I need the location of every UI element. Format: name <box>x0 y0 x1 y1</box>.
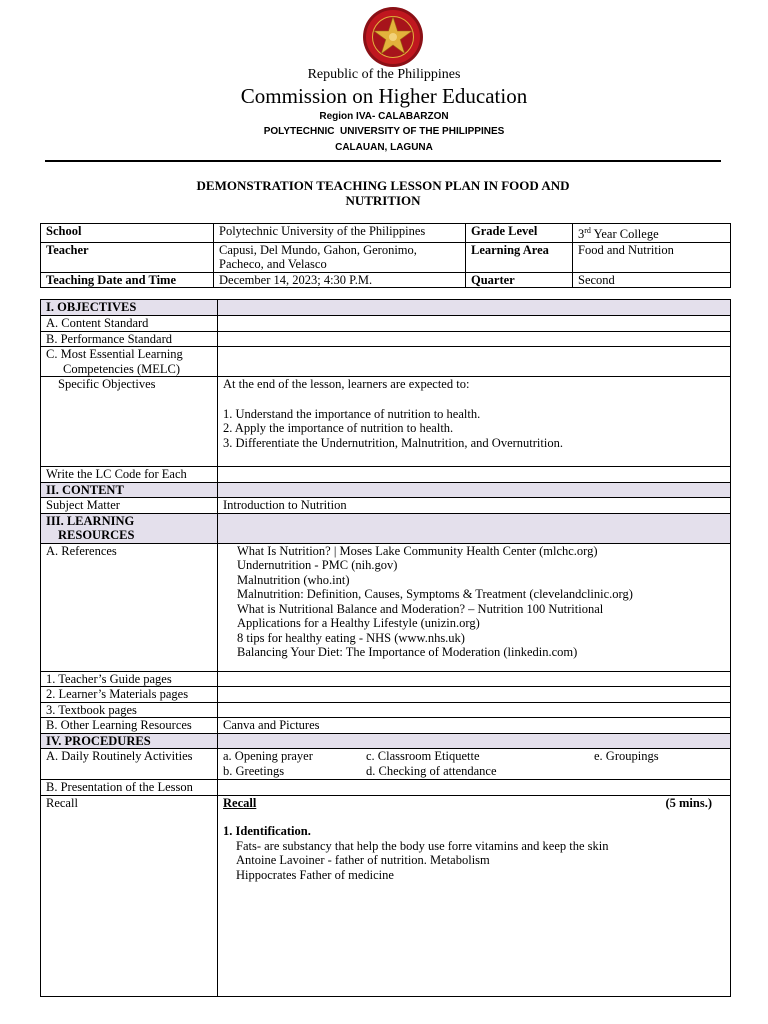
school-value: Polytechnic University of the Philippines <box>214 224 466 243</box>
teachers-guide-label: 1. Teacher’s Guide pages <box>41 671 218 687</box>
reference-item: Balancing Your Diet: The Importance of Moderation (linkedin.com) <box>237 645 578 659</box>
recall-content <box>218 795 731 996</box>
teaching-date-label: Teaching Date and Time <box>41 272 214 288</box>
specific-objectives-content <box>218 377 731 467</box>
row-objectives <box>41 300 731 316</box>
recall-line: Antoine Lavoiner - father of nutrition. Metabolism <box>236 853 490 867</box>
cell-empty <box>218 687 731 703</box>
row-content <box>41 482 731 498</box>
reference-item: What is Nutritional Balance and Moderation? – Nutrition 100 Nutritional <box>237 601 604 616</box>
school-label: School <box>41 224 214 243</box>
teacher-value: Capusi, Del Mundo, Gahon, Geronimo, Pacheco, and Velasco <box>214 242 466 272</box>
textbook-label: 3. Textbook pages <box>41 702 218 718</box>
cell-empty <box>218 467 731 483</box>
content-standard-label: A. Content Standard <box>41 316 218 332</box>
grade-rest: Year College <box>590 227 659 242</box>
recall-line: Fats- are substancy that help the body use forre vitamins and keep the skin <box>236 838 609 853</box>
commission-text: Commission on Higher Education <box>240 84 528 108</box>
performance-standard-label: B. Performance Standard <box>41 331 218 347</box>
recall-label: Recall <box>41 795 218 996</box>
info-row-date <box>41 272 731 288</box>
lesson-plan-table <box>40 299 731 997</box>
reference-item: 8 tips for healthy eating - NHS (www.nhs.uk) <box>237 630 465 645</box>
objective-item: 2. Apply the importance of nutrition to health. <box>223 421 454 435</box>
row-melc <box>41 347 731 377</box>
row-textbook <box>41 702 731 718</box>
lc-code-label: Write the LC Code for Each <box>41 467 218 483</box>
references-label: A. References <box>41 543 218 671</box>
cell-empty <box>218 482 731 498</box>
row-subject-matter <box>41 498 731 514</box>
cell-empty <box>218 331 731 347</box>
row-specific-objectives <box>41 377 731 467</box>
republic-text: Republic of the Philippines <box>307 67 461 82</box>
row-references <box>41 543 731 671</box>
recall-lines <box>223 839 725 883</box>
cell-empty <box>218 347 731 377</box>
row-recall <box>41 795 731 996</box>
university-text: POLYTECHNIC UNIVERSITY OF THE PHILIPPINES <box>263 126 505 137</box>
resources-line-1: III. LEARNING <box>46 513 135 528</box>
recall-time: (5 mins.) <box>665 795 712 810</box>
section-content: II. CONTENT <box>41 482 218 498</box>
row-learning-resources <box>41 513 731 543</box>
document-title <box>150 178 616 208</box>
row-lc-code <box>41 467 731 483</box>
routine-activities-content <box>218 749 731 780</box>
row-presentation <box>41 780 731 796</box>
row-teachers-guide <box>41 671 731 687</box>
objective-item: 3. Differentiate the Undernutrition, Malnutrition, and Overnutrition. <box>223 435 563 450</box>
cell-empty <box>218 316 731 332</box>
lesson-info-table <box>40 223 731 288</box>
references-list <box>218 543 731 671</box>
grade-level-value <box>573 224 731 243</box>
specific-objectives-label: Specific Objectives <box>41 377 218 467</box>
routine-item-c: c. Classroom Etiquette <box>366 749 480 763</box>
teaching-date-value: December 14, 2023; 4:30 P.M. <box>214 272 466 288</box>
cell-empty <box>218 780 731 796</box>
row-routine-activities <box>41 749 731 780</box>
quarter-value: Second <box>573 272 731 288</box>
other-resources-value: Canva and Pictures <box>218 718 731 734</box>
title-line-2: NUTRITION <box>345 193 421 208</box>
routine-item-b: b. Greetings <box>223 764 285 778</box>
subject-matter-value: Introduction to Nutrition <box>218 498 731 514</box>
reference-item: Applications for a Healthy Lifestyle (unizin.org) <box>237 616 480 630</box>
objectives-intro: At the end of the lesson, learners are expected to: <box>223 377 470 391</box>
resources-line-2: RESOURCES <box>58 528 135 542</box>
learners-materials-label: 2. Learner’s Materials pages <box>41 687 218 703</box>
grade-suffix: rd <box>584 226 591 235</box>
teacher-label: Teacher <box>41 242 214 272</box>
recall-title: Recall <box>223 795 257 810</box>
cell-empty <box>218 702 731 718</box>
routine-item-e: e. Groupings <box>594 749 659 763</box>
presentation-label: B. Presentation of the Lesson <box>41 780 218 796</box>
reference-item: What Is Nutrition? | Moses Lake Community Health Center (mlchc.org) <box>237 543 598 558</box>
header-divider <box>45 160 721 162</box>
recall-header <box>223 796 725 811</box>
identification-heading: 1. Identification. <box>223 824 311 838</box>
cell-empty <box>218 513 731 543</box>
row-learners-materials <box>41 687 731 703</box>
section-procedures: IV. PROCEDURES <box>41 733 218 749</box>
reference-item: Malnutrition (who.int) <box>237 572 350 587</box>
grade-level-label: Grade Level <box>466 224 573 243</box>
cell-empty <box>218 733 731 749</box>
row-procedures <box>41 733 731 749</box>
row-content-standard <box>41 316 731 332</box>
reference-item: Undernutrition - PMC (nih.gov) <box>237 558 398 572</box>
melc-line-2: Competencies (MELC) <box>63 361 180 376</box>
row-other-resources <box>41 718 731 734</box>
grade-number: 3 <box>578 227 585 242</box>
other-resources-label: B. Other Learning Resources <box>41 718 218 734</box>
routine-item-d: d. Checking of attendance <box>366 764 497 778</box>
learning-area-value: Food and Nutrition <box>573 242 731 272</box>
recall-line: Hippocrates Father of medicine <box>236 867 394 882</box>
info-row-school <box>41 224 731 243</box>
quarter-label: Quarter <box>466 272 573 288</box>
info-row-teacher <box>41 242 731 272</box>
region-text: Region IVA- CALABARZON <box>319 111 449 122</box>
campus-text: CALAUAN, LAGUNA <box>335 142 433 153</box>
melc-label <box>41 347 218 377</box>
section-objectives: I. OBJECTIVES <box>41 300 218 316</box>
learning-area-label: Learning Area <box>466 242 573 272</box>
cell-empty <box>218 671 731 687</box>
routine-activities-label: A. Daily Routinely Activities <box>41 749 218 780</box>
row-performance-standard <box>41 331 731 347</box>
reference-item: Malnutrition: Definition, Causes, Symptoms & Treatment (clevelandclinic.org) <box>237 587 633 601</box>
routine-item-a: a. Opening prayer <box>223 749 313 763</box>
university-seal-logo <box>362 6 424 68</box>
melc-line-1: C. Most Essential Learning <box>46 347 183 361</box>
cell-empty <box>218 300 731 316</box>
title-line-1: DEMONSTRATION TEACHING LESSON PLAN IN FOOD AND <box>196 178 570 193</box>
objective-item: 1. Understand the importance of nutrition to health. <box>223 406 481 421</box>
section-learning-resources <box>41 513 218 543</box>
subject-matter-label: Subject Matter <box>41 498 218 514</box>
